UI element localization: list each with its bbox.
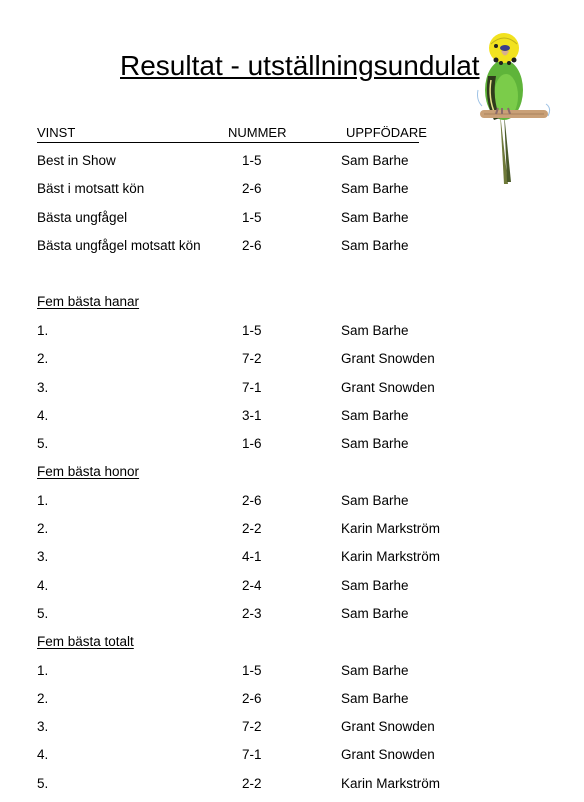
place: 5. xyxy=(37,606,49,621)
number: 2-3 xyxy=(242,606,262,621)
number: 7-2 xyxy=(242,351,262,366)
breeder: Grant Snowden xyxy=(341,380,435,395)
place: 2. xyxy=(37,691,49,706)
award-row xyxy=(0,237,584,255)
result-row xyxy=(0,548,584,566)
section-title-honor: Fem bästa honor xyxy=(37,464,140,479)
award-breeder: Sam Barhe xyxy=(341,181,409,196)
award-breeder: Sam Barhe xyxy=(341,153,409,168)
result-row xyxy=(0,577,584,595)
award-row xyxy=(0,180,584,198)
result-row xyxy=(0,775,584,793)
award-number: 1-5 xyxy=(242,153,262,168)
result-row xyxy=(0,690,584,708)
breeder: Sam Barhe xyxy=(341,663,409,678)
breeder: Sam Barhe xyxy=(341,323,409,338)
breeder: Sam Barhe xyxy=(341,436,409,451)
number: 7-1 xyxy=(242,380,262,395)
result-row xyxy=(0,350,584,368)
section-title-hanar: Fem bästa hanar xyxy=(37,294,140,309)
breeder: Karin Markström xyxy=(341,776,441,791)
award-row xyxy=(0,152,584,170)
page-title: Resultat - utställningsundulat xyxy=(120,50,480,81)
number: 1-5 xyxy=(242,663,262,678)
result-row xyxy=(0,435,584,453)
award-title: Best in Show xyxy=(37,153,116,168)
award-title: Bästa ungfågel motsatt kön xyxy=(37,238,201,253)
result-row xyxy=(0,746,584,764)
number: 1-5 xyxy=(242,323,262,338)
place: 5. xyxy=(37,436,49,451)
result-row xyxy=(0,379,584,397)
award-breeder: Sam Barhe xyxy=(341,238,409,253)
result-row xyxy=(0,662,584,680)
award-title: Bästa ungfågel xyxy=(37,210,128,225)
result-row xyxy=(0,718,584,736)
section-title-totalt: Fem bästa totalt xyxy=(37,634,134,649)
breeder: Karin Markström xyxy=(341,549,441,564)
award-row xyxy=(0,209,584,227)
place: 2. xyxy=(37,521,49,536)
breeder: Sam Barhe xyxy=(341,493,409,508)
number: 2-6 xyxy=(242,691,262,706)
breeder: Grant Snowden xyxy=(341,719,435,734)
place: 3. xyxy=(37,380,49,395)
place: 3. xyxy=(37,549,49,564)
award-number: 2-6 xyxy=(242,181,262,196)
result-row xyxy=(0,407,584,425)
header-vinst: VINST xyxy=(37,125,76,140)
place: 1. xyxy=(37,493,49,508)
number: 2-2 xyxy=(242,776,262,791)
number: 2-6 xyxy=(242,493,262,508)
number: 4-1 xyxy=(242,549,262,564)
breeder: Sam Barhe xyxy=(341,606,409,621)
place: 1. xyxy=(37,663,49,678)
breeder: Sam Barhe xyxy=(341,408,409,423)
place: 4. xyxy=(37,578,49,593)
result-row xyxy=(0,605,584,623)
place: 1. xyxy=(37,323,49,338)
budgie-illustration xyxy=(474,24,570,202)
header-underline xyxy=(37,142,419,143)
place: 4. xyxy=(37,408,49,423)
result-row xyxy=(0,492,584,510)
award-breeder: Sam Barhe xyxy=(341,210,409,225)
award-number: 2-6 xyxy=(242,238,262,253)
breeder: Karin Markström xyxy=(341,521,441,536)
breeder: Grant Snowden xyxy=(341,747,435,762)
place: 4. xyxy=(37,747,49,762)
number: 7-1 xyxy=(242,747,262,762)
number: 7-2 xyxy=(242,719,262,734)
breeder: Grant Snowden xyxy=(341,351,435,366)
place: 3. xyxy=(37,719,49,734)
award-number: 1-5 xyxy=(242,210,262,225)
header-nummer: NUMMER xyxy=(228,125,287,140)
number: 2-2 xyxy=(242,521,262,536)
number: 2-4 xyxy=(242,578,262,593)
place: 2. xyxy=(37,351,49,366)
award-title: Bäst i motsatt kön xyxy=(37,181,145,196)
breeder: Sam Barhe xyxy=(341,691,409,706)
header-uppfodare: UPPFÖDARE xyxy=(346,125,427,140)
result-row xyxy=(0,520,584,538)
number: 3-1 xyxy=(242,408,262,423)
place: 5. xyxy=(37,776,49,791)
number: 1-6 xyxy=(242,436,262,451)
breeder: Sam Barhe xyxy=(341,578,409,593)
result-row xyxy=(0,322,584,340)
